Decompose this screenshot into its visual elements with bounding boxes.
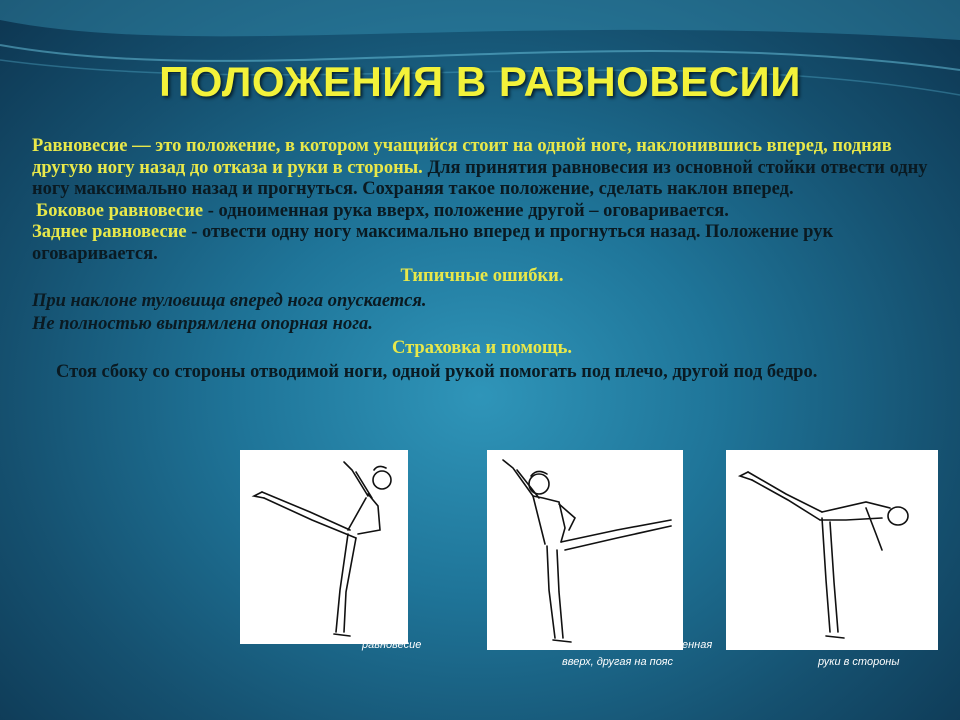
error-item-1: При наклоне туловища вперед нога опускается. [32, 290, 427, 311]
back-balance-term: Заднее равновесие [32, 222, 187, 242]
slide-body [32, 136, 932, 384]
side-balance-text: - одноименная рука вверх, положение другой – оговаривается. [203, 200, 729, 221]
figure-front-balance [240, 450, 408, 644]
caption-fig1: равновесие [362, 639, 422, 651]
gymnast-drawing-3 [726, 450, 938, 650]
caption-fig2: вверх, другая на пояс [562, 656, 673, 668]
gymnast-drawing-2 [487, 450, 683, 650]
help-heading: Страховка и помощь. [391, 337, 573, 358]
paragraph-definition [32, 136, 932, 201]
paragraph-back-balance [32, 222, 932, 265]
side-balance-term: Боковое равновесие [36, 200, 204, 221]
paragraph-side-balance [32, 201, 932, 223]
back-balance-text: - отвести одну ногу максимально вперед и прогнуться назад. Положение рук оговаривается. [32, 222, 834, 264]
definition-highlight: Равновесие — это положение, в котором учащийся стоит на одной ноге, наклонившись вперед, подняв другую ногу назад до отказа и руки в стороны. [32, 136, 892, 178]
error-item-2: Не полностью выпрямлена опорная нога. [32, 314, 373, 334]
errors-heading: Типичные ошибки. [400, 266, 564, 286]
figure-side-balance [487, 450, 683, 650]
help-text: Стоя сбоку со стороны отводимой ноги, одной рукой помогать под плечо, другой под бедро. [56, 362, 818, 382]
figure-arms-sides-balance [726, 450, 938, 650]
gymnast-drawing-1 [240, 450, 408, 644]
slide-title: ПОЛОЖЕНИЯ В РАВНОВЕСИИ [159, 58, 801, 105]
caption-fig2-partial: енная [682, 639, 713, 651]
definition-rest: Для принятия равновесия из основной стойки отвести одну ногу максимально назад и прогнуться. Сохраняя такое положение, сделать наклон вперед. [32, 157, 928, 199]
caption-fig3: руки в стороны [818, 656, 900, 668]
